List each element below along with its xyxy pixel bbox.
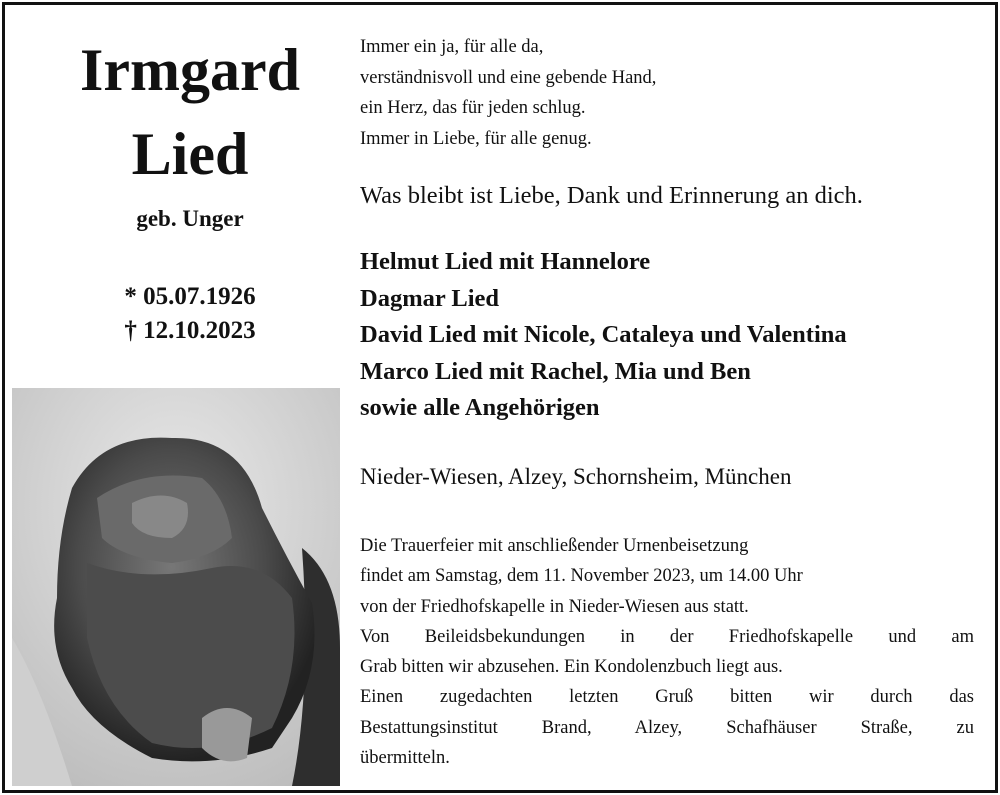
mourners-list — [360, 244, 975, 427]
poem — [360, 32, 975, 154]
info-line: Einen zugedachten letzten Gruß bitten wir durch das — [360, 687, 974, 708]
deceased-name — [30, 28, 350, 196]
info-line: Grab bitten wir abzusehen. Ein Kondolenzbuch liegt aus. — [360, 657, 783, 678]
death-date: † 12.10.2023 — [124, 317, 256, 344]
places: Nieder-Wiesen, Alzey, Schornsheim, München — [360, 464, 792, 489]
poem-line: verständnisvoll und eine gebende Hand, — [360, 67, 657, 88]
last-name: Lied — [131, 121, 249, 187]
birth-name: geb. Unger — [136, 206, 244, 231]
life-dates — [30, 280, 350, 348]
info-line: übermitteln. — [360, 748, 450, 769]
thanks-line: Was bleibt ist Liebe, Dank und Erinnerung an dich. — [360, 182, 863, 209]
funeral-info — [360, 531, 974, 773]
poem-line: Immer ein ja, für alle da, — [360, 37, 544, 57]
info-line: Die Trauerfeier mit anschließender Urnenbeisetzung — [360, 536, 749, 556]
birth-date: * 05.07.1926 — [124, 283, 256, 310]
mourner: sowie alle Angehörigen — [360, 394, 600, 421]
info-line: Bestattungsinstitut Brand, Alzey, Schafhäuser Straße, zu — [360, 717, 974, 738]
mourner: Marco Lied mit Rachel, Mia und Ben — [360, 357, 751, 385]
poem-line: ein Herz, das für jeden schlug. — [360, 98, 586, 118]
first-name: Irmgard — [80, 37, 300, 103]
poem-line: Immer in Liebe, für alle genug. — [360, 128, 592, 149]
info-line: von der Friedhofskapelle in Nieder-Wiesen aus statt. — [360, 596, 749, 617]
rose-photo — [12, 388, 340, 786]
mourner: Helmut Lied mit Hannelore — [360, 248, 651, 275]
mourner: David Lied mit Nicole, Cataleya und Valentina — [360, 321, 847, 348]
info-line: findet am Samstag, dem 11. November 2023, um 14.00 Uhr — [360, 566, 803, 587]
info-line: Von Beileidsbekundungen in der Friedhofskapelle und am — [360, 626, 974, 647]
mourner: Dagmar Lied — [360, 284, 500, 312]
